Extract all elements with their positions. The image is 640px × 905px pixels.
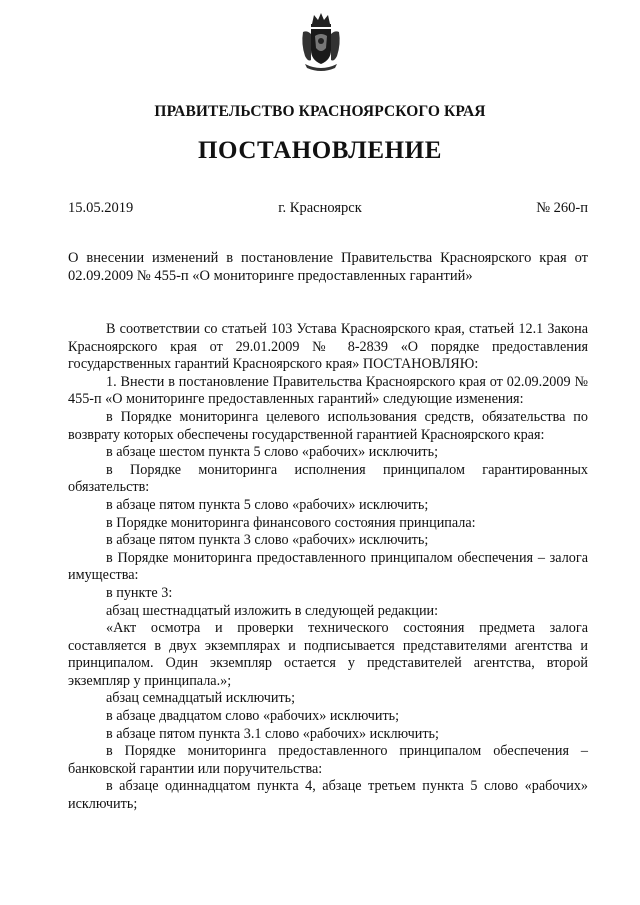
paragraph: в Порядке мониторинга целевого использования средств, обязательства по возврату которых обеспечены государственной гарантией Красноярского края: xyxy=(68,408,588,443)
government-name: ПРАВИТЕЛЬСТВО КРАСНОЯРСКОГО КРАЯ xyxy=(154,103,486,120)
paragraph: в абзаце пятом пункта 5 слово «рабочих» исключить; xyxy=(106,496,429,513)
paragraph: в абзаце пятом пункта 3.1 слово «рабочих» исключить; xyxy=(106,725,439,742)
document-date: 15.05.2019 xyxy=(68,200,134,216)
paragraph: «Акт осмотра и проверки технического состояния предмета залога составляется в двух экземплярах и подписывается представителями агентства и принципалом. Один экземпляр остается у представителей агентства, второй экземпляр у принципала.»; xyxy=(68,620,588,689)
paragraph: в абзаце пятом пункта 3 слово «рабочих» исключить; xyxy=(106,532,429,549)
document-city: г. Красноярск xyxy=(278,200,362,216)
paragraph: в Порядке мониторинга исполнения принципалом гарантированных обязательств: xyxy=(68,461,588,496)
document-number: № 260-п xyxy=(536,200,588,216)
document-type-title: ПОСТАНОВЛЕНИЕ xyxy=(197,137,443,164)
paragraph: абзац шестнадцатый изложить в следующей редакции: xyxy=(106,602,439,619)
paragraph: в абзаце шестом пункта 5 слово «рабочих» исключить; xyxy=(106,444,439,461)
document-subject: О внесении изменений в постановление Правительства Красноярского края от 02.09.2009 № 455-п «О мониторинге предоставленных гарантий» xyxy=(68,250,588,284)
document-body xyxy=(68,321,588,814)
paragraph: В соответствии со статьей 103 Устава Красноярского края, статьей 12.1 Закона Красноярского края от 29.01.2009 № 8-2839 «О порядке предоставления государственных гарантий Красноярского края» ПОСТАНОВЛЯЮ: xyxy=(68,321,588,373)
paragraph: в абзаце двадцатом слово «рабочих» исключить; xyxy=(106,708,400,725)
paragraph: в Порядке мониторинга финансового состояния принципала: xyxy=(106,514,476,531)
paragraph: в Порядке мониторинга предоставленного принципалом обеспечения – банковской гарантии или поручительства: xyxy=(68,743,588,777)
coat-of-arms-icon xyxy=(299,10,343,72)
paragraph: в абзаце одиннадцатом пункта 4, абзаце третьем пункта 5 слово «рабочих» исключить; xyxy=(68,778,588,813)
paragraph: в пункте 3: xyxy=(106,584,173,601)
paragraph: абзац семнадцатый исключить; xyxy=(106,690,296,707)
paragraph: 1. Внести в постановление Правительства Красноярского края от 02.09.2009 № 455-п «О мониторинге предоставленных гарантий» следующие изменения: xyxy=(68,373,588,408)
paragraph: в Порядке мониторинга предоставленного принципалом обеспечения – залога имущества: xyxy=(68,549,588,584)
